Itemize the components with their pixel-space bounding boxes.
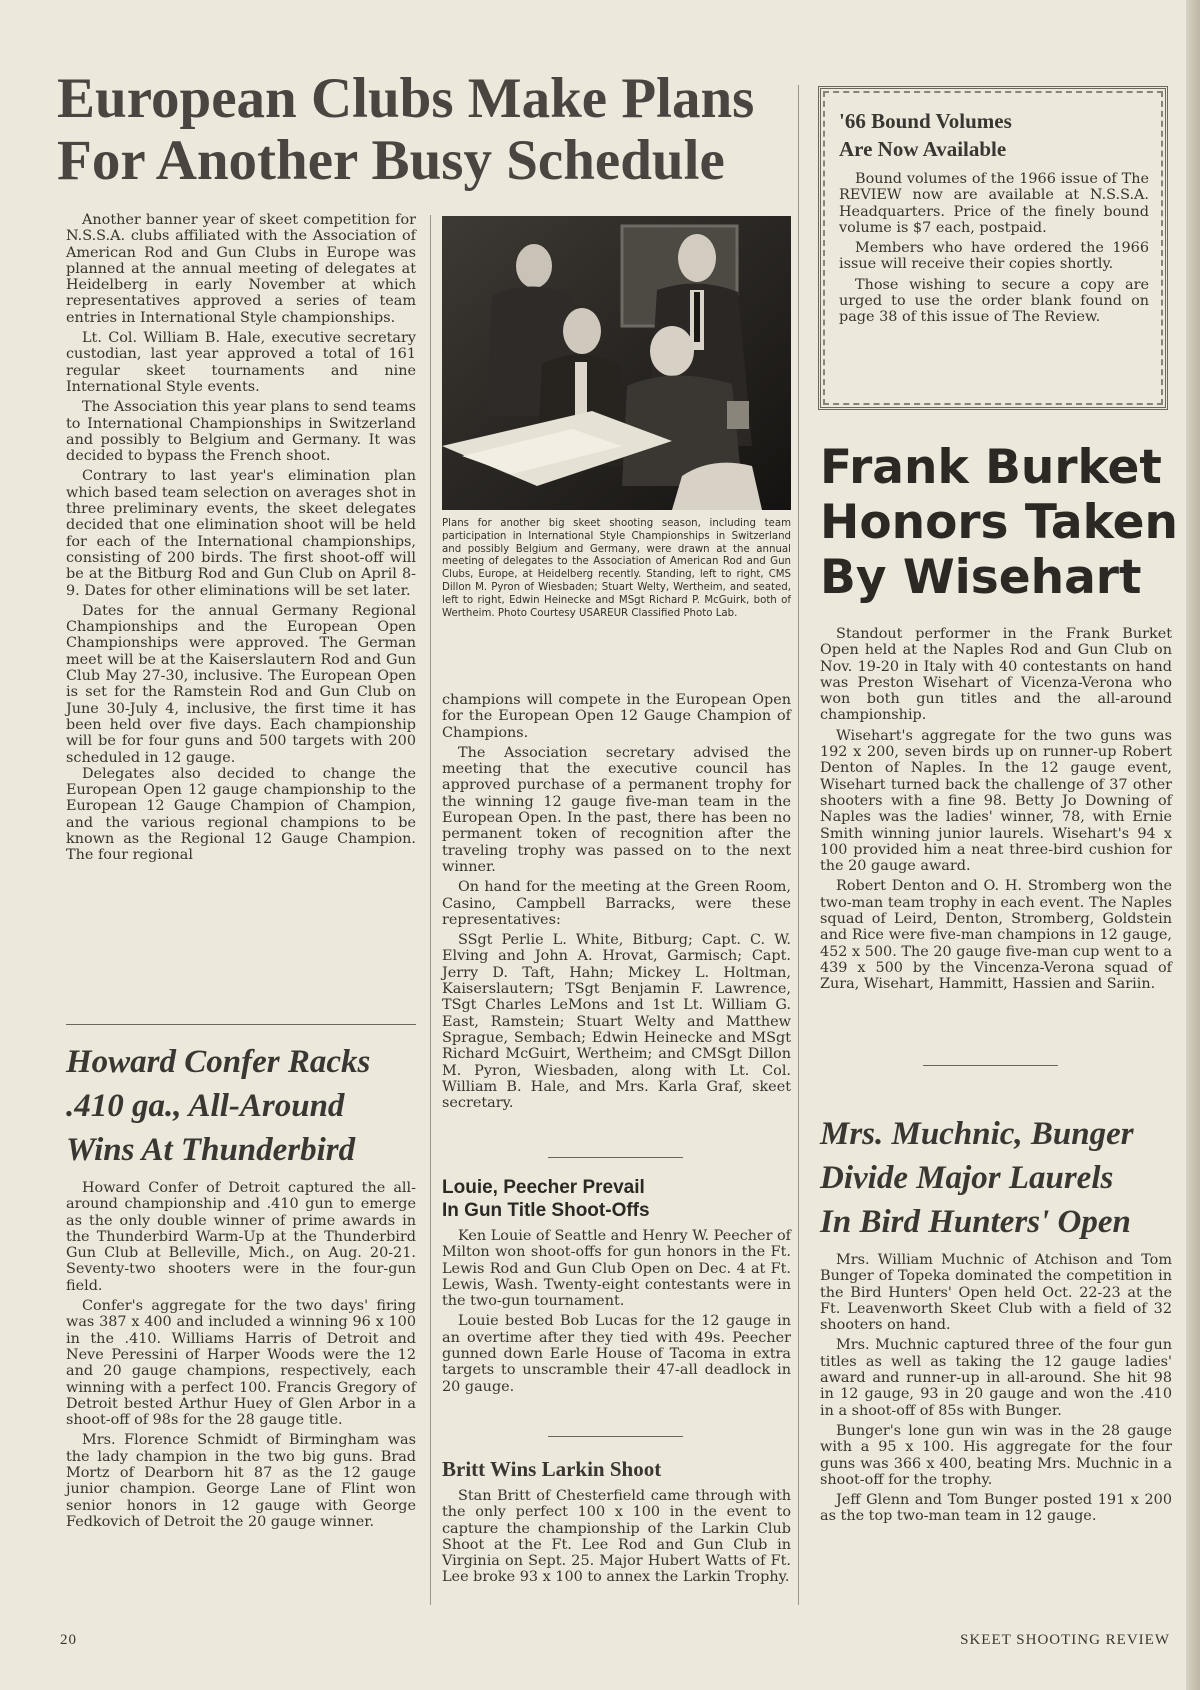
main-paragraph: The Association this year plans to send teams to International Championships in Switzerland and possibly to Belgium and Germany. It was decided to bypass the French shoot. (66, 399, 416, 465)
main-paragraph: champions will compete in the European Open for the European Open 12 Gauge Champion of Champions. (442, 692, 791, 741)
main-article-col1 (66, 212, 416, 864)
main-paragraph: The Association secretary advised the meeting that the executive council has approved purchase of a permanent trophy for the winning 12 gauge five-man team in the European Open. In the past, there has been no permanent token of recognition after the traveling trophy was passed on to the next winner. (442, 744, 791, 875)
main-headline-line1: European Clubs Make Plans (57, 67, 755, 130)
burket-headline-line2: Honors Taken (820, 495, 1178, 550)
muchnic-paragraph: Mrs. Muchnic captured three of the four gun titles as well as taking the 12 gauge ladies' award and runner-up in all-around. She hit 98 in 12 gauge, 93 in 20 gauge and won the .410 in a shoot-off of 85s with Bunger. (820, 1337, 1172, 1419)
britt-body (442, 1488, 791, 1586)
muchnic-headline-line3: In Bird Hunters' Open (820, 1204, 1131, 1240)
divider (66, 1024, 416, 1025)
main-paragraph: Delegates also decided to change the European Open 12 gauge championship to the European 12 Gauge Champion of Champion, and the various regional champions to be known as the Regional 12 Gauge Champion. The four regional (66, 765, 416, 864)
confer-body (66, 1180, 416, 1530)
confer-headline-line2: .410 ga., All-Around (66, 1088, 345, 1124)
confer-paragraph: Confer's aggregate for the two days' firing was 387 x 400 and included a winning 96 x 100 in the .410. Williams Harris of Detroit and Neve Peressini of Harper Woods were the 12 and 20 gauge champions, respectively, each winning with a perfect 100. Francis Gregory of Detroit bested Arthur Huey of Glen Arbor in a shoot-off of 98s for the 28 gauge title. (66, 1298, 416, 1429)
main-headline-line2: For Another Busy Schedule (57, 129, 725, 192)
muchnic-headline (820, 1112, 1180, 1244)
bound-volumes-headline-line1: '66 Bound Volumes (839, 109, 1012, 133)
main-article-col2 (442, 692, 791, 1111)
divider (548, 1157, 683, 1158)
photo-caption: Plans for another big skeet shooting season, including team participation in International Style Championships in Switzerland and possibly Belgium and Germany, were drawn at the annual meeting of delegates to the Association of American Rod and Gun Clubs, Europe, at Heidelberg recently. Standing, left to right, CMS Dillon M. Pyron of Wiesbaden; Stuart Welty, Wertheim, and seated, left to right, Edwin Heinecke and MSgt Richard P. McGuirk, both of Wertheim. Photo Courtesy USAREUR Classified Photo Lab. (442, 518, 791, 619)
main-headline (57, 68, 757, 192)
main-paragraph: Contrary to last year's elimination plan which based team selection on averages shot in three preliminary events, the skeet delegates decided that one elimination shoot will be held for each of the International championships, consisting of 200 birds. The first shoot-off will be at the Bitburg Rod and Gun Club on April 8-9. Dates for other eliminations will be set later. (66, 468, 416, 599)
main-paragraph: Dates for the annual Germany Regional Championships and the European Open Championships were approved. The German meet will be at the Kaiserslautern Rod and Gun Club May 27-30, inclusive. The European Open is set for the Ramstein Rod and Gun Club on June 30-July 4, inclusive, the first time it has been held over five days. Each championship will be for four guns and 500 targets with 200 scheduled in 12 gauge. (66, 602, 416, 766)
louie-headline-line1: Louie, Peecher Prevail (442, 1177, 645, 1198)
page-number: 20 (60, 1632, 77, 1648)
main-paragraph: SSgt Perlie L. White, Bitburg; Capt. C. W. Elving and John A. Hrovat, Garmisch; Capt. Jerry D. Taft, Hahn; Mickey L. Holtman, Kaiserslautern; TSgt Benjamin F. Lawrence, TSgt Charles LeMons and 1st Lt. William G. East, Ramstein; Stuart Welty and Matthew Sprague, Sembach; Edwin Heinecke and MSgt Richard McGuirt, Wertheim; and CMSgt Dillon M. Pyron, Wiesbaden, along with Lt. Col. William B. Hale, and Mrs. Karla Graf, skeet secretary. (442, 932, 791, 1112)
publication-name: SKEET SHOOTING REVIEW (960, 1632, 1170, 1648)
louie-body (442, 1228, 791, 1395)
bound-volumes-headline-line2: Are Now Available (839, 137, 1007, 161)
bound-volumes-paragraph: Members who have ordered the 1966 issue will receive their copies shortly. (839, 240, 1149, 273)
burket-paragraph: Standout performer in the Frank Burket Open held at the Naples Rod and Gun Club on Nov. 19-20 in Italy with 40 contestants on hand was Preston Wisehart of Vicenza-Verona who won both gun titles and the all-around championship. (820, 626, 1172, 724)
burket-headline (820, 440, 1180, 605)
bound-volumes-headline (839, 107, 1149, 163)
bound-volumes-body (839, 171, 1149, 326)
main-paragraph: Lt. Col. William B. Hale, executive secretary custodian, last year approved a total of 161 regular skeet tournaments and nine International Style events. (66, 330, 416, 395)
main-paragraph: Another banner year of skeet competition for N.S.S.A. clubs affiliated with the Association of American Rod and Gun Clubs in Europe was planned at the annual meeting of delegates at Heidelberg in early November at which representatives approved a series of team entries in International Style championships. (66, 212, 416, 326)
muchnic-headline-line2: Divide Major Laurels (820, 1160, 1114, 1196)
muchnic-headline-line1: Mrs. Muchnic, Bunger (820, 1116, 1134, 1152)
burket-headline-line3: By Wisehart (820, 550, 1142, 605)
muchnic-paragraph: Mrs. William Muchnic of Atchison and Tom Bunger of Topeka dominated the competition in the Bird Hunters' Open held Oct. 22-23 at the Ft. Leavenworth Skeet Club with a field of 32 shooters on hand. (820, 1252, 1172, 1334)
britt-paragraph: Stan Britt of Chesterfield came through with the only perfect 100 x 100 in the event to capture the championship of the Larkin Club Shoot at the Ft. Lee Rod and Gun Club in Virginia on Sept. 25. Major Hubert Watts of Ft. Lee broke 93 x 100 to annex the Larkin Trophy. (442, 1488, 791, 1586)
louie-paragraph: Louie bested Bob Lucas for the 12 gauge in an overtime after they tied with 49s. Peecher gunned down Earle House of Tacoma in extra targets to unscramble their 47-all deadlock in 20 gauge. (442, 1313, 791, 1395)
louie-headline (442, 1176, 791, 1222)
bound-volumes-box (818, 86, 1168, 410)
louie-headline-line2: In Gun Title Shoot-Offs (442, 1200, 650, 1221)
divider (548, 1436, 683, 1437)
main-paragraph: On hand for the meeting at the Green Room, Casino, Campbell Barracks, were these representatives: (442, 879, 791, 928)
muchnic-paragraph: Bunger's lone gun win was in the 28 gauge with a 95 x 100. His aggregate for the four guns was 366 x 400, beating Mrs. Muchnic in a shoot-off for the trophy. (820, 1422, 1172, 1488)
page-edge (1186, 0, 1200, 1690)
column-rule (430, 215, 431, 1605)
confer-paragraph: Howard Confer of Detroit captured the all-around championship and .410 gun to emerge as the only double winner of prime awards in the Thunderbird Warm-Up at the Thunderbird Gun Club at Belleville, Mich., on Aug. 20-21. Seventy-two shooters were in the four-gun field. (66, 1180, 416, 1294)
meeting-photo-image (442, 216, 791, 510)
meeting-photo (442, 216, 791, 510)
confer-headline-line3: Wins At Thunderbird (66, 1132, 356, 1168)
britt-headline: Britt Wins Larkin Shoot (442, 1457, 662, 1481)
muchnic-body (820, 1252, 1172, 1525)
confer-headline-line1: Howard Confer Racks (66, 1044, 371, 1080)
confer-headline (66, 1040, 416, 1172)
bound-volumes-paragraph: Bound volumes of the 1966 issue of The REVIEW now are available at N.S.S.A. Headquarters. Price of the finely bound volume is $7 each, postpaid. (839, 171, 1149, 236)
burket-headline-line1: Frank Burket (820, 440, 1162, 495)
burket-paragraph: Robert Denton and O. H. Stromberg won the two-man team trophy in each event. The Naples squad of Leird, Denton, Stromberg, Goldstein and Rice were five-man champions in 12 gauge, 452 x 500. The 20 gauge five-man cup went to a 439 x 500 by the Vincenza-Verona squad of Zura, Wisehart, Hammitt, Hassien and Sariin. (820, 878, 1172, 993)
confer-paragraph: Mrs. Florence Schmidt of Birmingham was the lady champion in the two big guns. Brad Mortz of Dearborn hit 87 as the 12 gauge junior champion. George Lane of Flint won senior honors in 12 gauge with George Fedkovich of Detroit the 20 gauge winner. (66, 1432, 416, 1530)
divider (923, 1065, 1058, 1066)
bound-volumes-paragraph: Those wishing to secure a copy are urged to use the order blank found on page 38 of this issue of The Review. (839, 276, 1149, 326)
muchnic-paragraph: Jeff Glenn and Tom Bunger posted 191 x 200 as the top two-man team in 12 gauge. (820, 1492, 1172, 1525)
burket-body (820, 626, 1172, 993)
column-rule (798, 85, 799, 1605)
burket-paragraph: Wisehart's aggregate for the two guns was 192 x 200, seven birds up on runner-up Robert Denton of Naples. In the 12 gauge event, Wisehart turned back the challenge of 37 other shooters with a fine 98. Betty Jo Downing of Naples was the ladies' winner, 78, with Ernie Smith winning junior laurels. Wisehart's 94 x 100 provided him a neat three-bird cushion for the 20 gauge award. (820, 727, 1172, 875)
louie-paragraph: Ken Louie of Seattle and Henry W. Peecher of Milton won shoot-offs for gun honors in the Ft. Lewis Rod and Gun Club Open on Dec. 4 at Ft. Lewis, Wash. Twenty-eight contestants were in the two-gun tournament. (442, 1228, 792, 1310)
